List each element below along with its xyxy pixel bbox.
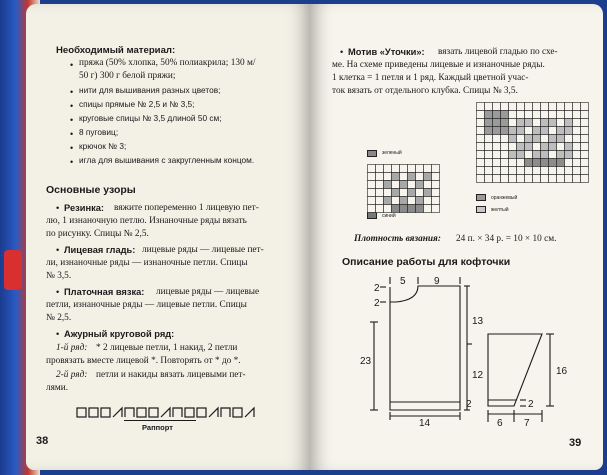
grid-cell	[565, 119, 573, 127]
swatch-yellow	[476, 206, 486, 213]
grid-cell	[517, 119, 525, 127]
grid-cell	[549, 119, 557, 127]
grid-cell	[501, 151, 509, 159]
grid-cell	[384, 165, 392, 173]
motif-grid-svg	[476, 102, 589, 183]
grid-cell	[533, 111, 541, 119]
garment-schematic	[360, 274, 590, 434]
yarn-over-icon	[221, 408, 230, 417]
grid-cell	[408, 197, 416, 205]
grid-cell	[432, 197, 440, 205]
grid-cell	[581, 135, 589, 143]
grid-cell	[424, 181, 432, 189]
grid-cell	[424, 189, 432, 197]
grid-cell	[392, 189, 400, 197]
grid-cell	[549, 135, 557, 143]
grid-cell	[400, 181, 408, 189]
grid-cell	[485, 151, 493, 159]
grid-cell	[400, 165, 408, 173]
materials-item: нити для вышивания разных цветов;	[79, 85, 221, 95]
grid-cell	[493, 127, 501, 135]
grid-cell	[501, 127, 509, 135]
grid-cell	[581, 103, 589, 111]
dim-label: 14	[419, 418, 431, 429]
swatch-orange	[476, 194, 486, 201]
grid-cell	[533, 143, 541, 151]
grid-cell	[400, 173, 408, 181]
grid-cell	[581, 127, 589, 135]
grid-cell	[573, 103, 581, 111]
grid-cell	[541, 175, 549, 183]
grid-cell	[477, 135, 485, 143]
grid-cell	[581, 111, 589, 119]
motif-text: вязать лицевой гладью по схе-	[438, 47, 558, 57]
knit-stitch-icon	[197, 408, 206, 417]
grid-cell	[501, 103, 509, 111]
legend-yellow: желтый	[491, 207, 509, 213]
grid-cell	[517, 103, 525, 111]
grid-cell	[549, 151, 557, 159]
motif-text: ток вязать от отдельного клубка. Спицы № 3,5.	[332, 86, 518, 96]
dim-label: 6	[497, 418, 503, 429]
grid-cell	[384, 197, 392, 205]
left-page	[26, 4, 310, 470]
grid-cell	[573, 159, 581, 167]
grid-cell	[501, 143, 509, 151]
lace-label: Ажурный круговой ряд:	[64, 329, 175, 339]
bullet-dot: •	[56, 245, 60, 255]
smooth-text: лицевые ряды — лицевые пет-	[142, 245, 264, 255]
materials-item: круговые спицы № 3,5 длиной 50 см;	[79, 113, 222, 123]
grid-cell	[517, 175, 525, 183]
rib-text: вяжите попеременно 1 лицевую пет-	[114, 203, 259, 213]
grid-cell	[509, 167, 517, 175]
decrease-stitch-icon	[113, 408, 122, 417]
grid-cell	[493, 175, 501, 183]
grid-cell	[432, 189, 440, 197]
grid-cell	[376, 173, 384, 181]
smooth-text: № 3,5.	[46, 271, 72, 281]
grid-cell	[549, 111, 557, 119]
grid-cell	[493, 111, 501, 119]
motif-grid	[476, 102, 589, 188]
dim-label: 2	[466, 399, 472, 410]
yarn-over-icon	[125, 408, 134, 417]
grid-cell	[477, 167, 485, 175]
grid-cell	[541, 119, 549, 127]
grid-cell	[549, 167, 557, 175]
grid-cell	[384, 181, 392, 189]
garter-text: № 2,5.	[46, 313, 72, 323]
page-number-right: 39	[569, 437, 582, 449]
grid-cell	[392, 173, 400, 181]
grid-cell	[525, 135, 533, 143]
grid-cell	[376, 189, 384, 197]
grid-cell	[525, 103, 533, 111]
decrease-stitch-icon	[245, 408, 254, 417]
grid-cell	[557, 175, 565, 183]
grid-cell	[573, 167, 581, 175]
grid-cell	[525, 143, 533, 151]
grid-cell	[384, 205, 392, 213]
grid-cell	[525, 159, 533, 167]
grid-cell	[581, 119, 589, 127]
dim-label: 5	[400, 276, 406, 287]
grid-cell	[533, 175, 541, 183]
grid-cell	[581, 175, 589, 183]
grid-cell	[525, 127, 533, 135]
grid-cell	[477, 103, 485, 111]
grid-cell	[517, 143, 525, 151]
grid-cell	[376, 197, 384, 205]
grid-cell	[477, 151, 485, 159]
grid-cell	[573, 127, 581, 135]
grid-cell	[416, 181, 424, 189]
right-page	[310, 4, 603, 470]
materials-item: 50 г) 300 г белой пряжи;	[79, 71, 176, 81]
grid-cell	[573, 111, 581, 119]
grid-cell	[485, 175, 493, 183]
grid-cell	[549, 103, 557, 111]
knit-stitch-icon	[137, 408, 146, 417]
knit-stitch-icon	[185, 408, 194, 417]
grid-cell	[509, 103, 517, 111]
grid-cell	[533, 167, 541, 175]
legend-orange: оранжевый	[491, 195, 518, 201]
grid-cell	[485, 143, 493, 151]
rib-text: лю, 1 изнаночную петлю. Изнаночные ряды вязать	[46, 216, 247, 226]
grid-cell	[541, 151, 549, 159]
grid-cell	[581, 151, 589, 159]
bullet-dot: •	[56, 287, 60, 297]
sleeve-outline	[488, 334, 542, 406]
grid-cell	[509, 151, 517, 159]
grid-cell	[477, 119, 485, 127]
grid-cell	[408, 181, 416, 189]
grid-cell	[493, 103, 501, 111]
grid-cell	[525, 119, 533, 127]
grid-cell	[493, 167, 501, 175]
grid-cell	[432, 173, 440, 181]
bullet-dot: •	[56, 329, 60, 339]
cover-decoration	[4, 250, 22, 290]
grid-cell	[416, 197, 424, 205]
grid-cell	[565, 175, 573, 183]
legend-green: зеленый	[382, 150, 402, 156]
grid-cell	[392, 181, 400, 189]
grid-cell	[541, 167, 549, 175]
grid-cell	[573, 151, 581, 159]
grid-cell	[485, 135, 493, 143]
smooth-text: ли, изнаночные ряды — изнаночные петли. Спицы	[46, 258, 248, 268]
materials-item: игла для вышивания с закругленным концом.	[79, 155, 255, 165]
grid-cell	[493, 119, 501, 127]
materials-item: пряжа (50% хлопка, 50% полиакрила; 130 м/	[79, 58, 256, 68]
grid-cell	[581, 159, 589, 167]
grid-cell	[509, 135, 517, 143]
rib-label: Резинка:	[64, 203, 105, 213]
knit-stitch-icon	[149, 408, 158, 417]
page-number-left: 38	[36, 435, 49, 447]
dim-label: 23	[360, 356, 372, 367]
grid-cell	[368, 189, 376, 197]
row1-text: провязать вместе лицевой *. Повторять от * до *.	[46, 356, 241, 366]
grid-cell	[565, 103, 573, 111]
grid-cell	[376, 205, 384, 213]
grid-cell	[368, 197, 376, 205]
grid-cell	[408, 205, 416, 213]
grid-cell	[533, 119, 541, 127]
motif-grid-left	[367, 164, 440, 218]
grid-cell	[485, 103, 493, 111]
rapport-chart	[76, 406, 266, 420]
grid-cell	[581, 143, 589, 151]
yarn-over-icon	[173, 408, 182, 417]
grid-cell	[376, 165, 384, 173]
grid-cell	[477, 111, 485, 119]
grid-cell	[501, 167, 509, 175]
grid-cell	[533, 151, 541, 159]
grid-cell	[432, 181, 440, 189]
dim-label: 2	[374, 283, 380, 294]
materials-item: крючок № 3;	[79, 141, 127, 151]
knit-stitch-icon	[101, 408, 110, 417]
grid-cell	[485, 119, 493, 127]
grid-cell	[549, 159, 557, 167]
grid-cell	[573, 119, 581, 127]
grid-cell	[533, 159, 541, 167]
grid-cell	[533, 127, 541, 135]
bullet-dot: •	[70, 101, 74, 111]
knit-stitch-icon	[233, 408, 242, 417]
density-value: 24 п. × 34 р. = 10 × 10 см.	[456, 234, 557, 244]
materials-item: спицы прямые № 2,5 и № 3,5;	[79, 99, 195, 109]
grid-cell	[565, 127, 573, 135]
grid-cell	[573, 143, 581, 151]
grid-cell	[565, 143, 573, 151]
decrease-stitch-icon	[209, 408, 218, 417]
grid-cell	[493, 143, 501, 151]
grid-cell	[384, 189, 392, 197]
grid-cell	[384, 173, 392, 181]
grid-cell	[557, 135, 565, 143]
knit-stitch-icon	[77, 408, 86, 417]
grid-cell	[517, 111, 525, 119]
grid-cell	[416, 165, 424, 173]
bullet-dot: •	[70, 115, 74, 125]
grid-cell	[408, 165, 416, 173]
row2-text: лями.	[46, 383, 69, 393]
dim-label: 7	[524, 418, 530, 429]
motif-grid-svg	[367, 164, 440, 213]
bullet-dot: •	[70, 157, 74, 167]
grid-cell	[509, 159, 517, 167]
grid-cell	[408, 189, 416, 197]
grid-cell	[432, 165, 440, 173]
grid-cell	[557, 103, 565, 111]
grid-cell	[565, 135, 573, 143]
row1-label: 1-й ряд:	[56, 343, 88, 353]
grid-cell	[541, 143, 549, 151]
bullet-dot: •	[70, 143, 74, 153]
garter-text: лицевые ряды — лицевые	[156, 287, 260, 297]
grid-cell	[493, 151, 501, 159]
grid-cell	[517, 167, 525, 175]
grid-cell	[533, 103, 541, 111]
grid-cell	[501, 159, 509, 167]
grid-cell	[557, 119, 565, 127]
grid-cell	[509, 143, 517, 151]
grid-cell	[424, 173, 432, 181]
grid-cell	[549, 143, 557, 151]
swatch-green	[367, 150, 377, 157]
grid-cell	[368, 181, 376, 189]
grid-cell	[392, 205, 400, 213]
legend-blue: синий	[382, 213, 396, 219]
grid-cell	[565, 159, 573, 167]
bullet-dot: •	[70, 60, 74, 70]
grid-cell	[392, 165, 400, 173]
grid-cell	[517, 135, 525, 143]
grid-cell	[557, 111, 565, 119]
materials-heading: Необходимый материал:	[56, 45, 176, 56]
grid-cell	[541, 159, 549, 167]
bullet-dot: •	[70, 129, 74, 139]
grid-cell	[565, 111, 573, 119]
grid-cell	[477, 127, 485, 135]
row2-label: 2-й ряд:	[56, 370, 88, 380]
bullet-dot: •	[70, 87, 74, 97]
grid-cell	[549, 127, 557, 135]
grid-cell	[509, 119, 517, 127]
grid-cell	[400, 189, 408, 197]
grid-cell	[485, 167, 493, 175]
grid-cell	[517, 127, 525, 135]
dim-label: 2	[374, 298, 380, 309]
motif-text: 1 клетка = 1 петля и 1 ряд. Каждый цветной учас-	[332, 73, 529, 83]
row2-text: петли и накиды вязать лицевыми пет-	[96, 370, 246, 380]
grid-cell	[557, 127, 565, 135]
grid-cell	[581, 167, 589, 175]
grid-cell	[416, 205, 424, 213]
rib-text: по рисунку. Спицы № 2,5.	[46, 229, 149, 239]
grid-cell	[493, 159, 501, 167]
grid-cell	[557, 143, 565, 151]
grid-cell	[368, 173, 376, 181]
grid-cell	[549, 175, 557, 183]
bullet-dot: •	[56, 203, 60, 213]
grid-cell	[533, 135, 541, 143]
dim-label: 13	[472, 316, 484, 327]
knit-stitch-icon	[89, 408, 98, 417]
grid-cell	[541, 135, 549, 143]
grid-cell	[517, 159, 525, 167]
dim-label: 16	[556, 366, 568, 377]
grid-cell	[432, 205, 440, 213]
grid-cell	[485, 159, 493, 167]
grid-cell	[525, 111, 533, 119]
grid-cell	[477, 159, 485, 167]
grid-cell	[424, 205, 432, 213]
grid-cell	[408, 173, 416, 181]
grid-cell	[541, 111, 549, 119]
grid-cell	[557, 167, 565, 175]
garter-label: Платочная вязка:	[64, 287, 145, 297]
grid-cell	[541, 103, 549, 111]
bullet-dot: •	[340, 47, 344, 57]
grid-cell	[541, 127, 549, 135]
grid-cell	[501, 111, 509, 119]
grid-cell	[565, 167, 573, 175]
grid-cell	[485, 111, 493, 119]
grid-cell	[477, 175, 485, 183]
grid-cell	[424, 165, 432, 173]
motif-text: ме. На схеме приведены лицевые и изнаночные ряды.	[332, 60, 545, 70]
dim-label: 2	[528, 399, 534, 410]
grid-cell	[400, 205, 408, 213]
grid-cell	[557, 151, 565, 159]
patterns-heading: Основные узоры	[46, 184, 136, 196]
garter-text: петли, изнаночные ряды — лицевые петли. Спицы	[46, 300, 247, 310]
grid-cell	[376, 181, 384, 189]
grid-cell	[493, 135, 501, 143]
rapport-label: Раппорт	[142, 423, 173, 432]
grid-cell	[525, 175, 533, 183]
grid-cell	[368, 165, 376, 173]
motif-label: Мотив «Уточки»:	[348, 47, 425, 57]
grid-cell	[501, 119, 509, 127]
grid-cell	[368, 205, 376, 213]
grid-cell	[573, 135, 581, 143]
grid-cell	[485, 127, 493, 135]
grid-cell	[557, 159, 565, 167]
grid-cell	[400, 197, 408, 205]
front-panel-outline	[390, 286, 460, 410]
row1-text: * 2 лицевые петли, 1 накид, 2 петли	[96, 343, 238, 353]
density-label: Плотность вязания:	[354, 234, 441, 244]
grid-cell	[424, 197, 432, 205]
grid-cell	[509, 175, 517, 183]
grid-cell	[517, 151, 525, 159]
grid-cell	[501, 175, 509, 183]
grid-cell	[573, 175, 581, 183]
dim-label: 12	[472, 370, 484, 381]
materials-item: 8 пуговиц;	[79, 127, 119, 137]
grid-cell	[416, 189, 424, 197]
grid-cell	[477, 143, 485, 151]
grid-cell	[509, 111, 517, 119]
grid-cell	[525, 167, 533, 175]
decrease-stitch-icon	[161, 408, 170, 417]
grid-cell	[565, 151, 573, 159]
grid-cell	[501, 135, 509, 143]
grid-cell	[525, 151, 533, 159]
grid-cell	[509, 127, 517, 135]
smooth-label: Лицевая гладь:	[64, 245, 136, 255]
pattern-heading: Описание работы для кофточки	[342, 256, 511, 268]
grid-cell	[416, 173, 424, 181]
dim-label: 9	[434, 276, 440, 287]
grid-cell	[392, 197, 400, 205]
